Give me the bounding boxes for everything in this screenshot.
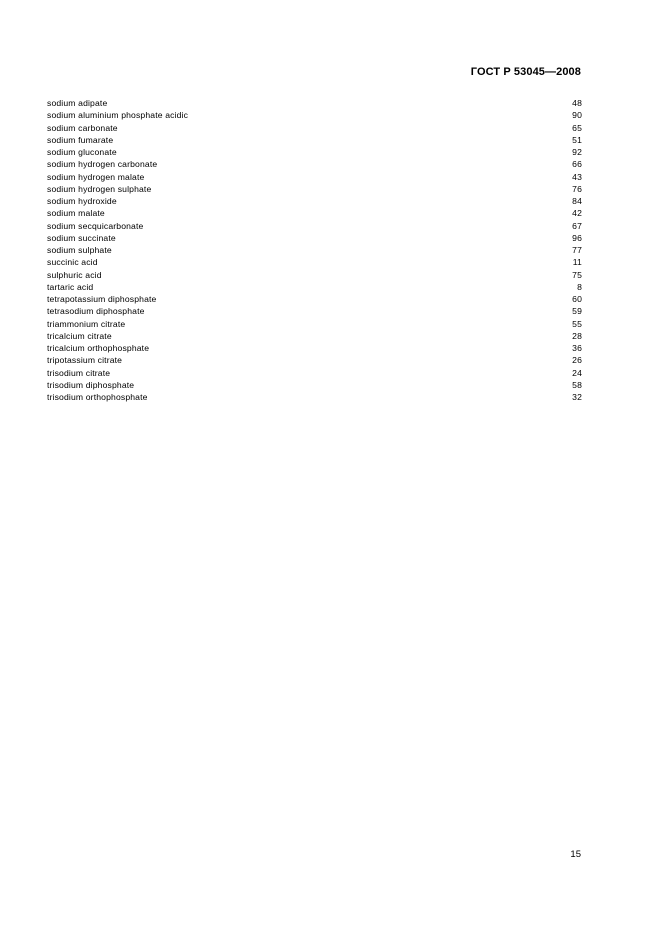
index-entry [47,97,582,109]
index-entry [47,134,582,146]
index-term: tricalcium orthophosphate [47,343,150,353]
index-page-ref: 59 [572,306,582,317]
index-term: tripotassium citrate [47,355,123,366]
index-page-ref: 96 [572,232,582,243]
index-term: sodium succinate [47,232,116,243]
index-term: sodium aluminium phosphate acidic [47,110,189,121]
index-page-ref: 42 [572,208,582,219]
index-entry [47,379,582,391]
index-entry [47,244,582,256]
index-term: trisodium diphosphate [47,379,135,390]
index-list [47,97,582,403]
index-page-ref: 67 [572,220,582,231]
index-entry [47,269,582,281]
index-page-ref: 24 [572,367,582,378]
index-term: sodium carbonate [47,122,118,133]
index-page-ref: 90 [572,110,582,121]
index-entry [47,207,582,219]
index-entry [47,318,582,330]
index-term: sodium hydrogen sulphate [47,183,152,194]
index-entry [47,109,582,121]
index-page-ref: 76 [572,183,582,194]
index-entry [47,367,582,379]
index-term: tricalcium citrate [47,330,112,341]
index-page-ref: 51 [572,134,582,145]
index-term: succinic acid [47,257,98,268]
index-term: tartaric acid [47,281,94,292]
index-term: sodium sulphate [47,245,112,255]
index-term: sodium secquicarbonate [47,220,144,231]
index-term: sodium fumarate [47,134,114,145]
index-page-ref: 48 [572,98,582,108]
index-page-ref: 65 [572,122,582,133]
index-term: sodium hydroxide [47,196,117,206]
index-entry [47,220,582,232]
index-term: sodium adipate [47,98,108,108]
index-page-ref: 32 [572,392,582,402]
page-number: 15 [570,849,581,860]
index-entry [47,354,582,366]
index-page-ref: 75 [572,269,582,280]
index-page-ref: 66 [572,159,582,170]
index-entry [47,232,582,244]
index-term: sulphuric acid [47,269,102,280]
index-page-ref: 43 [572,171,582,182]
index-entry [47,171,582,183]
index-term: trisodium orthophosphate [47,392,148,402]
index-term: sodium hydrogen malate [47,171,145,182]
index-term: sodium gluconate [47,147,117,157]
index-term: trisodium citrate [47,367,111,378]
index-entry [47,330,582,342]
index-page-ref: 84 [572,196,582,206]
index-term: triammonium citrate [47,318,126,329]
index-entry [47,256,582,268]
index-term: sodium malate [47,208,105,219]
index-entry [47,183,582,195]
index-entry [47,391,582,403]
document-header: ГОСТ Р 53045—2008 [470,66,581,78]
index-entry [47,293,582,305]
index-page-ref: 92 [572,147,582,157]
index-term: sodium hydrogen carbonate [47,159,158,170]
index-page-ref: 26 [572,355,582,366]
index-page-ref: 58 [572,379,582,390]
index-term: tetrasodium diphosphate [47,306,145,317]
index-entry [47,342,582,354]
index-entry [47,195,582,207]
index-entry [47,146,582,158]
index-page-ref: 77 [572,245,582,255]
index-page-ref: 8 [577,281,582,292]
index-entry [47,158,582,170]
index-entry [47,122,582,134]
index-entry [47,281,582,293]
index-term: tetrapotassium diphosphate [47,294,157,304]
index-page-ref: 11 [572,257,582,268]
index-page-ref: 36 [572,343,582,353]
index-page-ref: 60 [572,294,582,304]
index-entry [47,305,582,317]
index-page-ref: 55 [572,318,582,329]
index-page-ref: 28 [572,330,582,341]
